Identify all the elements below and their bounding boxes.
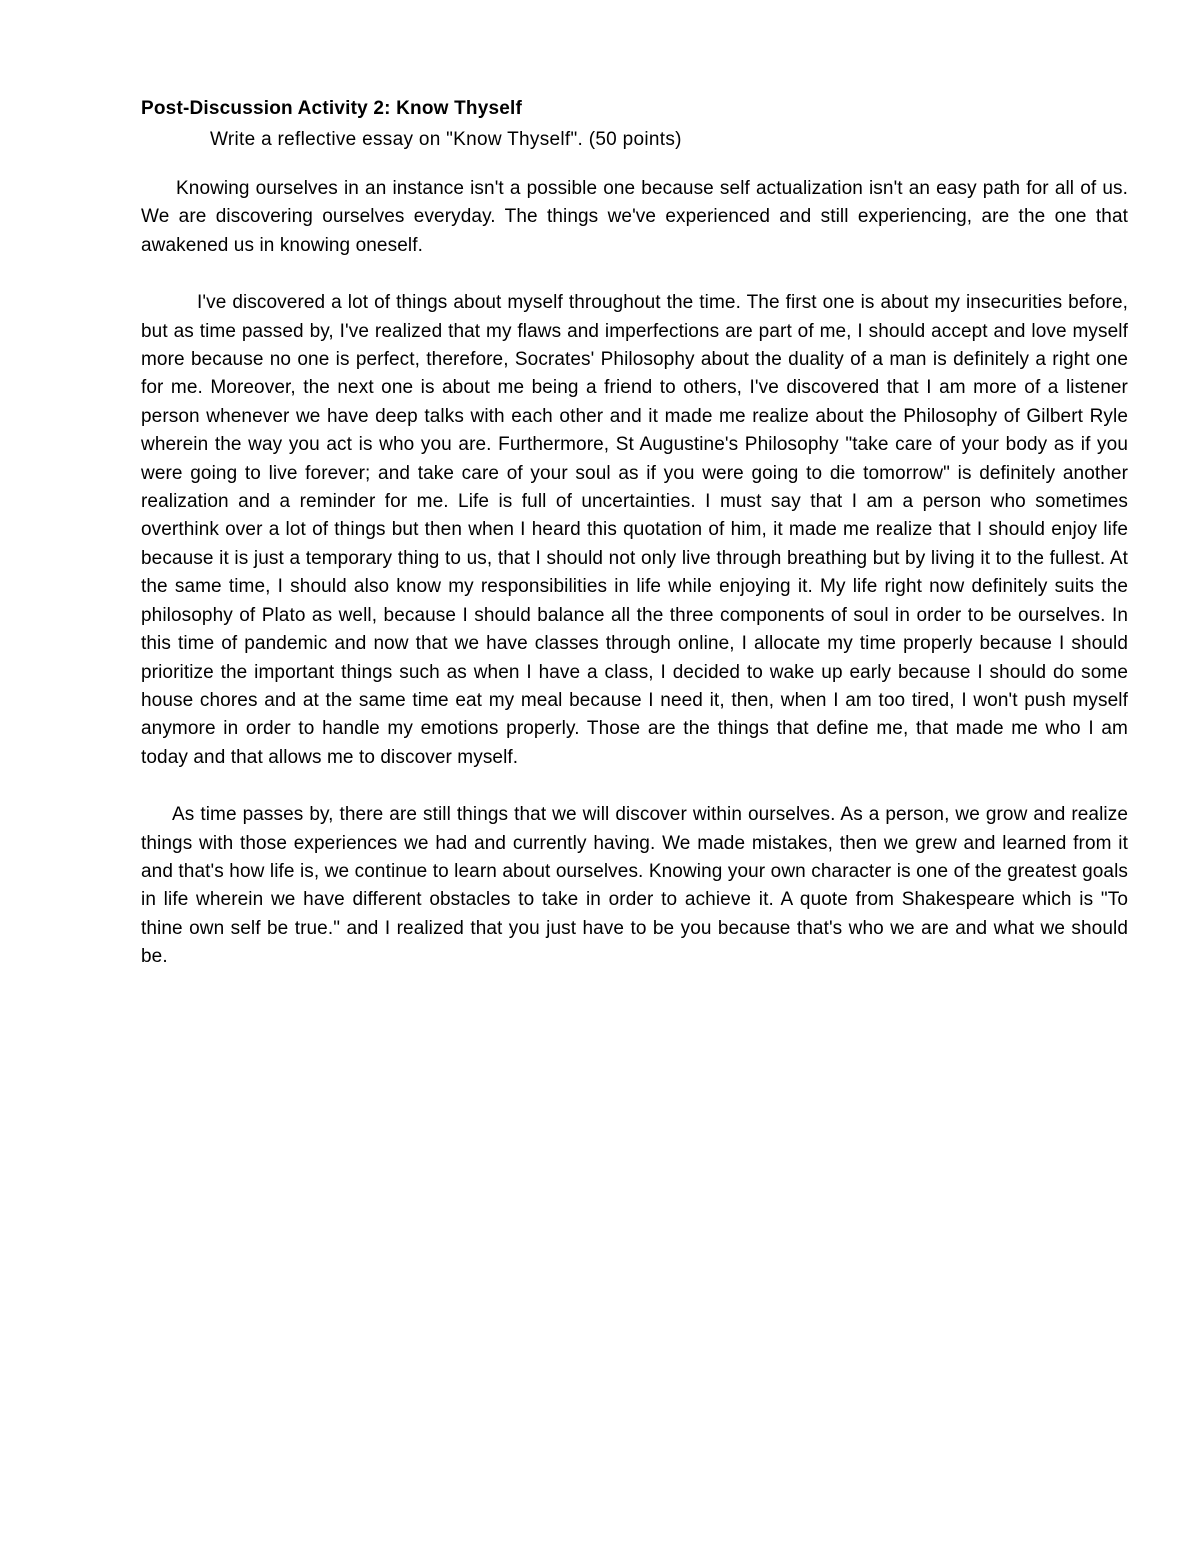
essay-paragraph-3: As time passes by, there are still things that we will discover within ourselves. As a person, we grow and realize things with those experiences we had and currently having. We made mistakes, then we grew and learned from it and that's how life is, we continue to learn about ourselves. Knowing your own character is one of the greatest goals in life wherein we have different obstacles to take in order to achieve it. A quote from Shakespeare which is "To thine own self be true." and I realized that you just have to be you because that's who we are and what we should be.	[141, 804, 1128, 968]
essay-paragraph-2: I've discovered a lot of things about myself throughout the time. The first one is about my insecurities before, but as time passed by, I've realized that my flaws and imperfections are part of me, I should accept and love myself more because no one is perfect, therefore, Socrates' Philosophy about the duality of a man is definitely a right one for me. Moreover, the next one is about me being a friend to others, I've discovered that I am more of a listener person whenever we have deep talks with each other and it made me realize about the Philosophy of Gilbert Ryle wherein the way you act is who you are. Furthermore, St Augustine's Philosophy "take care of your body as if you were going to live forever; and take care of your soul as if you were going to die tomorrow" is definitely another realization and a reminder for me. Life is full of uncertainties. I must say that I am a person who sometimes overthink over a lot of things but then when I heard this quotation of him, it made me realize that I should enjoy life because it is just a temporary thing to us, that I should not only live through breathing but by living it to the fullest. At the same time, I should also know my responsibilities in life while enjoying it. My life right now definitely suits the philosophy of Plato as well, because I should balance all the three components of soul in order to be ourselves. In this time of pandemic and now that we have classes through online, I allocate my time properly because I should prioritize the important things such as when I have a class, I decided to wake up early because I should do some house chores and at the same time eat my meal because I need it, then, when I am too tired, I won't push myself anymore in order to handle my emotions properly. Those are the things that define me, that made me who I am today and that allows me to discover myself.	[141, 292, 1128, 768]
assignment-prompt: Write a reflective essay on "Know Thyself". (50 points)	[210, 129, 682, 150]
essay-body	[141, 175, 1128, 972]
document-body	[141, 96, 1128, 972]
essay-paragraph-1: Knowing ourselves in an instance isn't a possible one because self actualization isn't an easy path for all of us. We are discovering ourselves everyday. The things we've experienced and still experiencing, are the one that awakened us in knowing oneself.	[141, 178, 1128, 256]
page-title: Post-Discussion Activity 2: Know Thyself	[141, 98, 523, 119]
